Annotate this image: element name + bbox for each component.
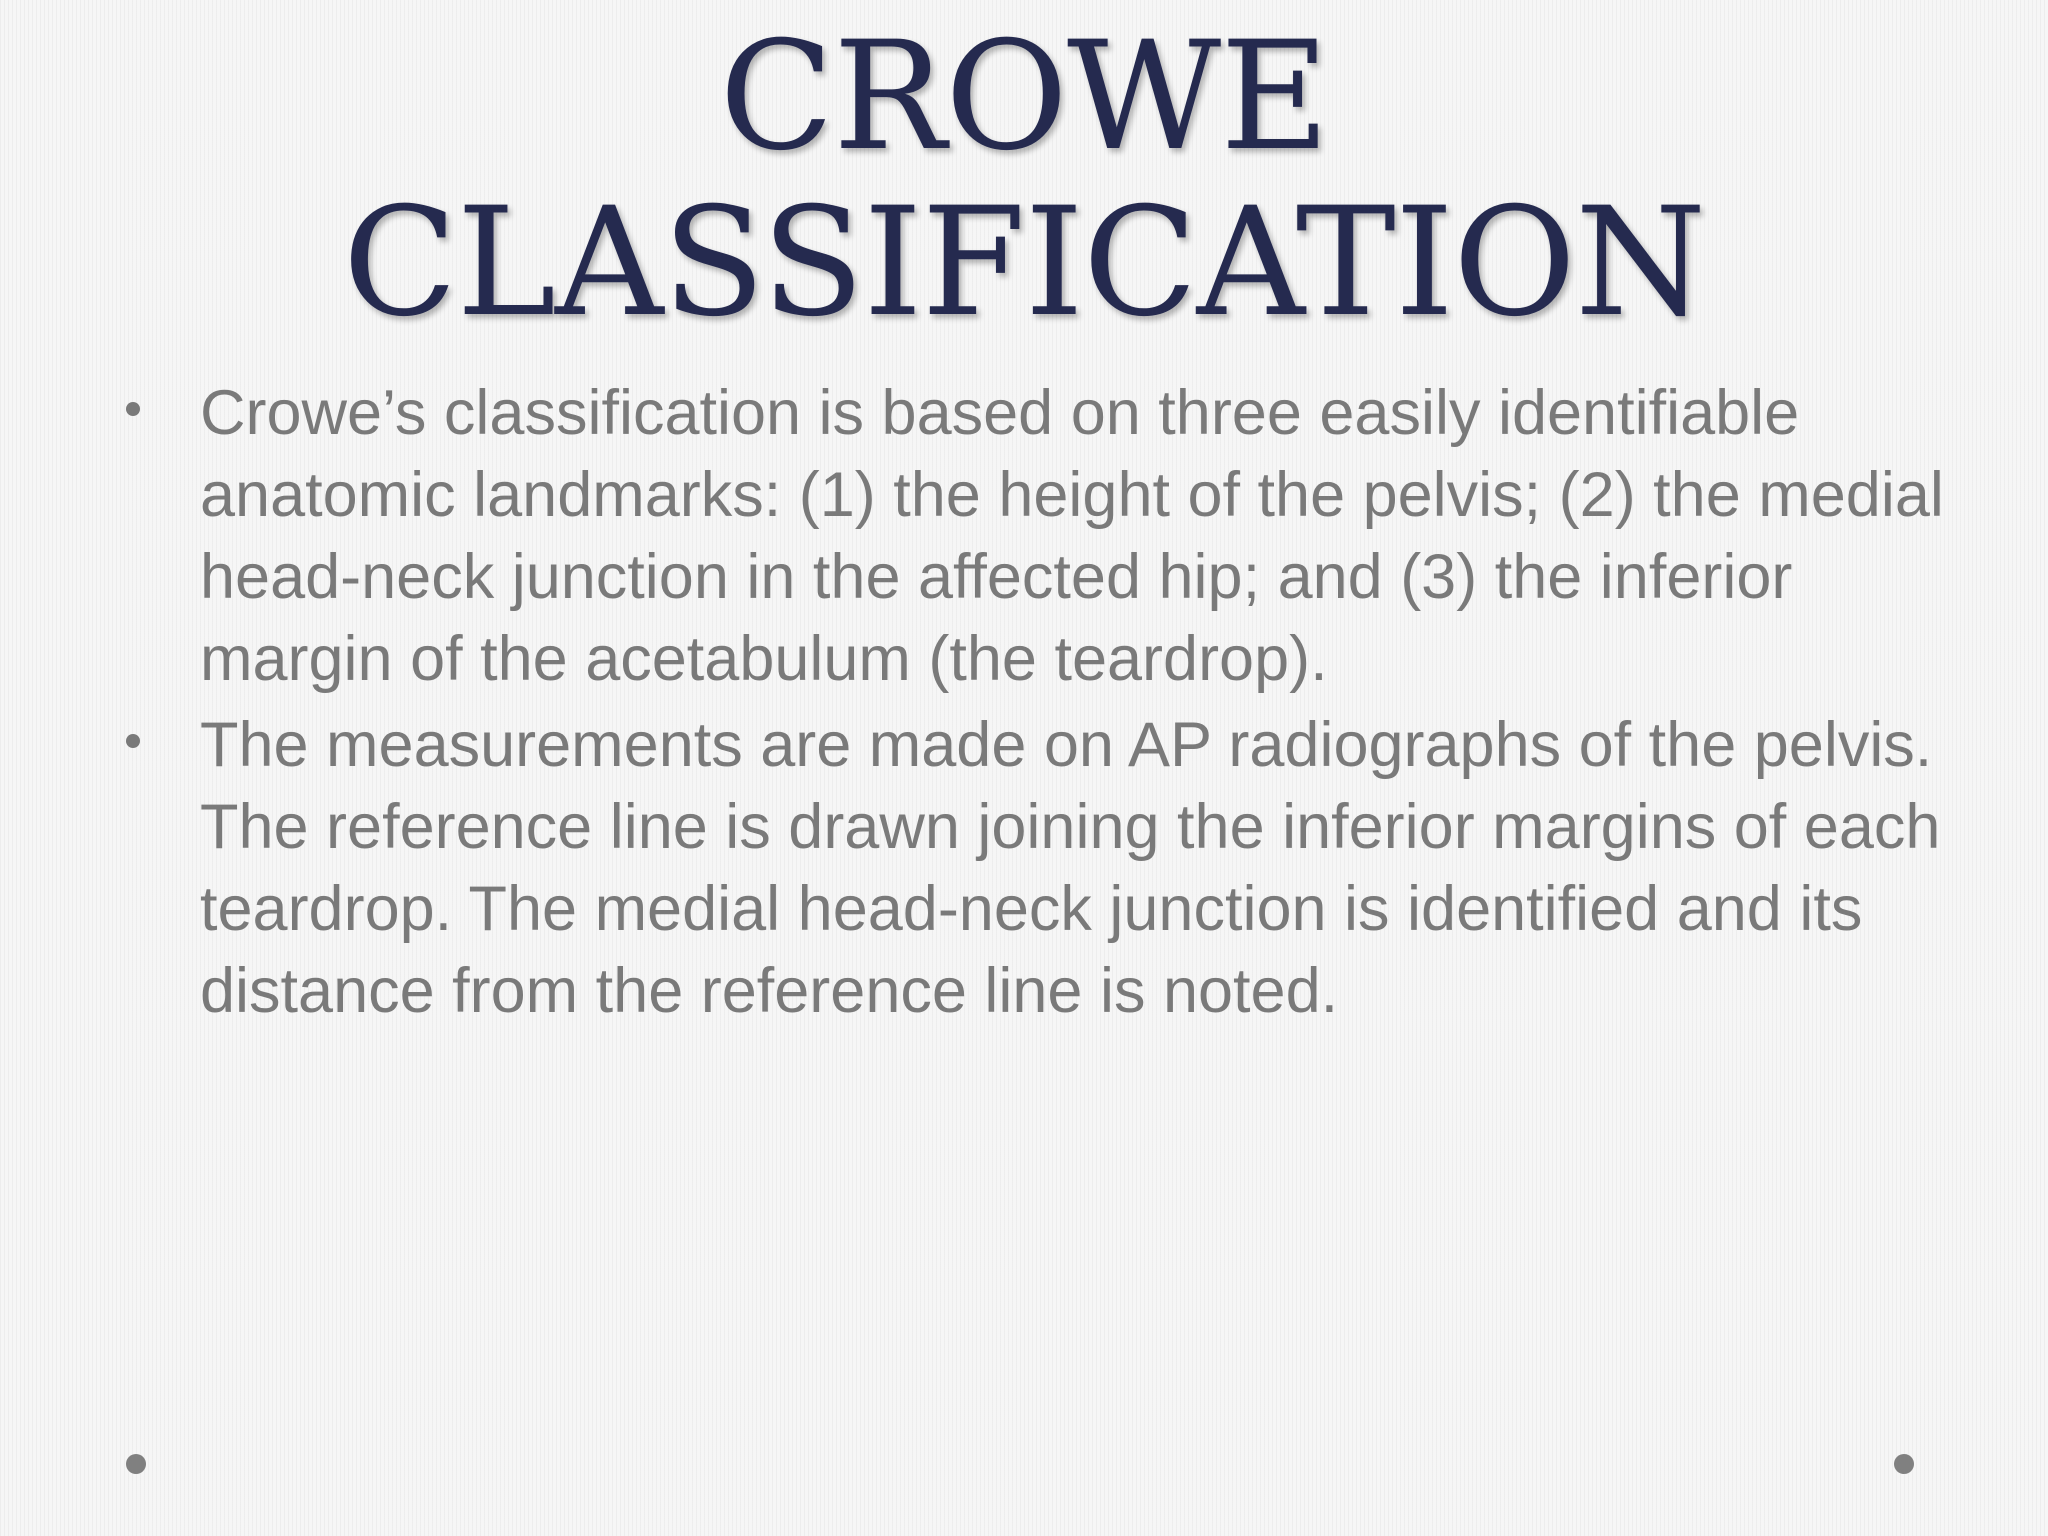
title-line-2: CLASSIFICATION [342, 176, 1706, 350]
bullet-list [118, 372, 1948, 1036]
list-item [118, 704, 1948, 1032]
slide-title [0, 10, 2048, 350]
bullet-text: Crowe’s classification is based on three easily identifiable anatomic landmarks: (1) the height of the pelvis; (2) the medial head-neck junction in the affected hip; and (3) the inferior margin of the acetabulum (the teardrop). [200, 378, 1944, 694]
decorative-dot-icon [126, 1454, 146, 1474]
bullet-icon [126, 734, 140, 748]
bullet-icon [126, 402, 140, 416]
decorative-dot-icon [1894, 1454, 1914, 1474]
bullet-text: The measurements are made on AP radiographs of the pelvis. The reference line is drawn joining the inferior margins of each teardrop. The medial head-neck junction is identified and its distance from the reference line is noted. [200, 710, 1941, 1026]
title-line-1: CROWE [719, 10, 1329, 184]
list-item [118, 372, 1948, 700]
